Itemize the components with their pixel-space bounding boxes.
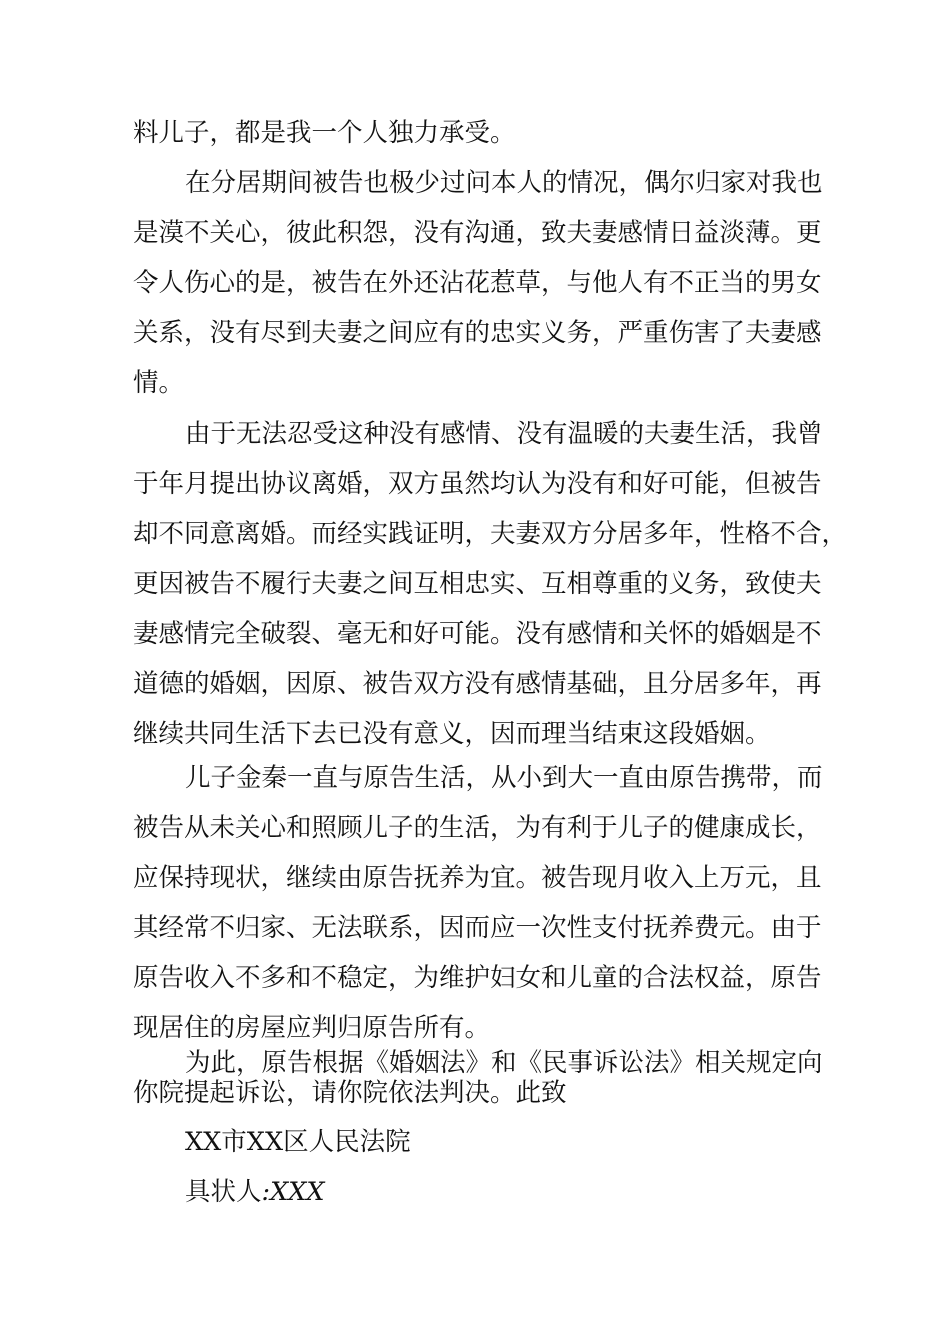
- text-line: 其经常不归家、无法联系，因而应一次性支付抚养费元。由于: [133, 913, 822, 943]
- signer-colon: :: [261, 1177, 271, 1207]
- text-line: 于年月提出协议离婚，双方虽然均认为没有和好可能，但被告: [133, 469, 822, 499]
- text-line: 应保持现状，继续由原告抚养为宜。被告现月收入上万元，且: [133, 863, 822, 893]
- paragraph-custody: [133, 753, 833, 1053]
- text-line: 令人伤心的是，被告在外还沾花惹草，与他人有不正当的男女: [133, 268, 822, 298]
- text-line: 为此，原告根据《婚姻法》和《民事诉讼法》相关规定向: [185, 1048, 823, 1078]
- paragraph-divorce-reason: [133, 409, 848, 759]
- text-line: 你院提起诉讼，请你院依法判决。此致: [133, 1078, 567, 1108]
- text-line: 儿子金秦一直与原告生活，从小到大一直由原告携带，而: [185, 763, 823, 793]
- text-line: 料儿子，都是我一个人独力承受。: [133, 118, 516, 148]
- signer-label: 具状人: [185, 1177, 262, 1207]
- signer-line: [185, 1172, 325, 1208]
- text-line: 原告收入不多和不稳定，为维护妇女和儿童的合法权益，原告: [133, 963, 822, 993]
- text-line: 更因被告不履行夫妻之间互相忠实、互相尊重的义务，致使夫: [133, 569, 822, 599]
- paragraph-conclusion: [133, 1048, 833, 1108]
- text-line: 在分居期间被告也极少过问本人的情况，偶尔归家对我也: [185, 168, 823, 198]
- text-line: 却不同意离婚。而经实践证明，夫妻双方分居多年，性格不合，: [133, 519, 848, 549]
- text-line: 现居住的房屋应判归原告所有。: [133, 1013, 491, 1043]
- signer-name: XXX: [270, 1177, 325, 1207]
- paragraph-separation: [133, 158, 833, 408]
- text-line: 妻感情完全破裂、毫无和好可能。没有感情和关怀的婚姻是不: [133, 619, 822, 649]
- paragraph-continuation: [133, 108, 833, 158]
- text-line: 情。: [133, 368, 185, 398]
- court-name: XX市XX区人民法院: [185, 1127, 411, 1157]
- text-line: 被告从未关心和照顾儿子的生活，为有利于儿子的健康成长，: [133, 813, 822, 843]
- text-line: 是漠不关心，彼此积怨，没有沟通，致夫妻感情日益淡薄。更: [133, 218, 822, 248]
- text-line: 由于无法忍受这种没有感情、没有温暖的夫妻生活，我曾: [185, 419, 823, 449]
- text-line: 继续共同生活下去已没有意义，因而理当结束这段婚姻。: [133, 719, 771, 749]
- text-line: 道德的婚姻，因原、被告双方没有感情基础，且分居多年，再: [133, 669, 822, 699]
- text-line: 关系，没有尽到夫妻之间应有的忠实义务，严重伤害了夫妻感: [133, 318, 822, 348]
